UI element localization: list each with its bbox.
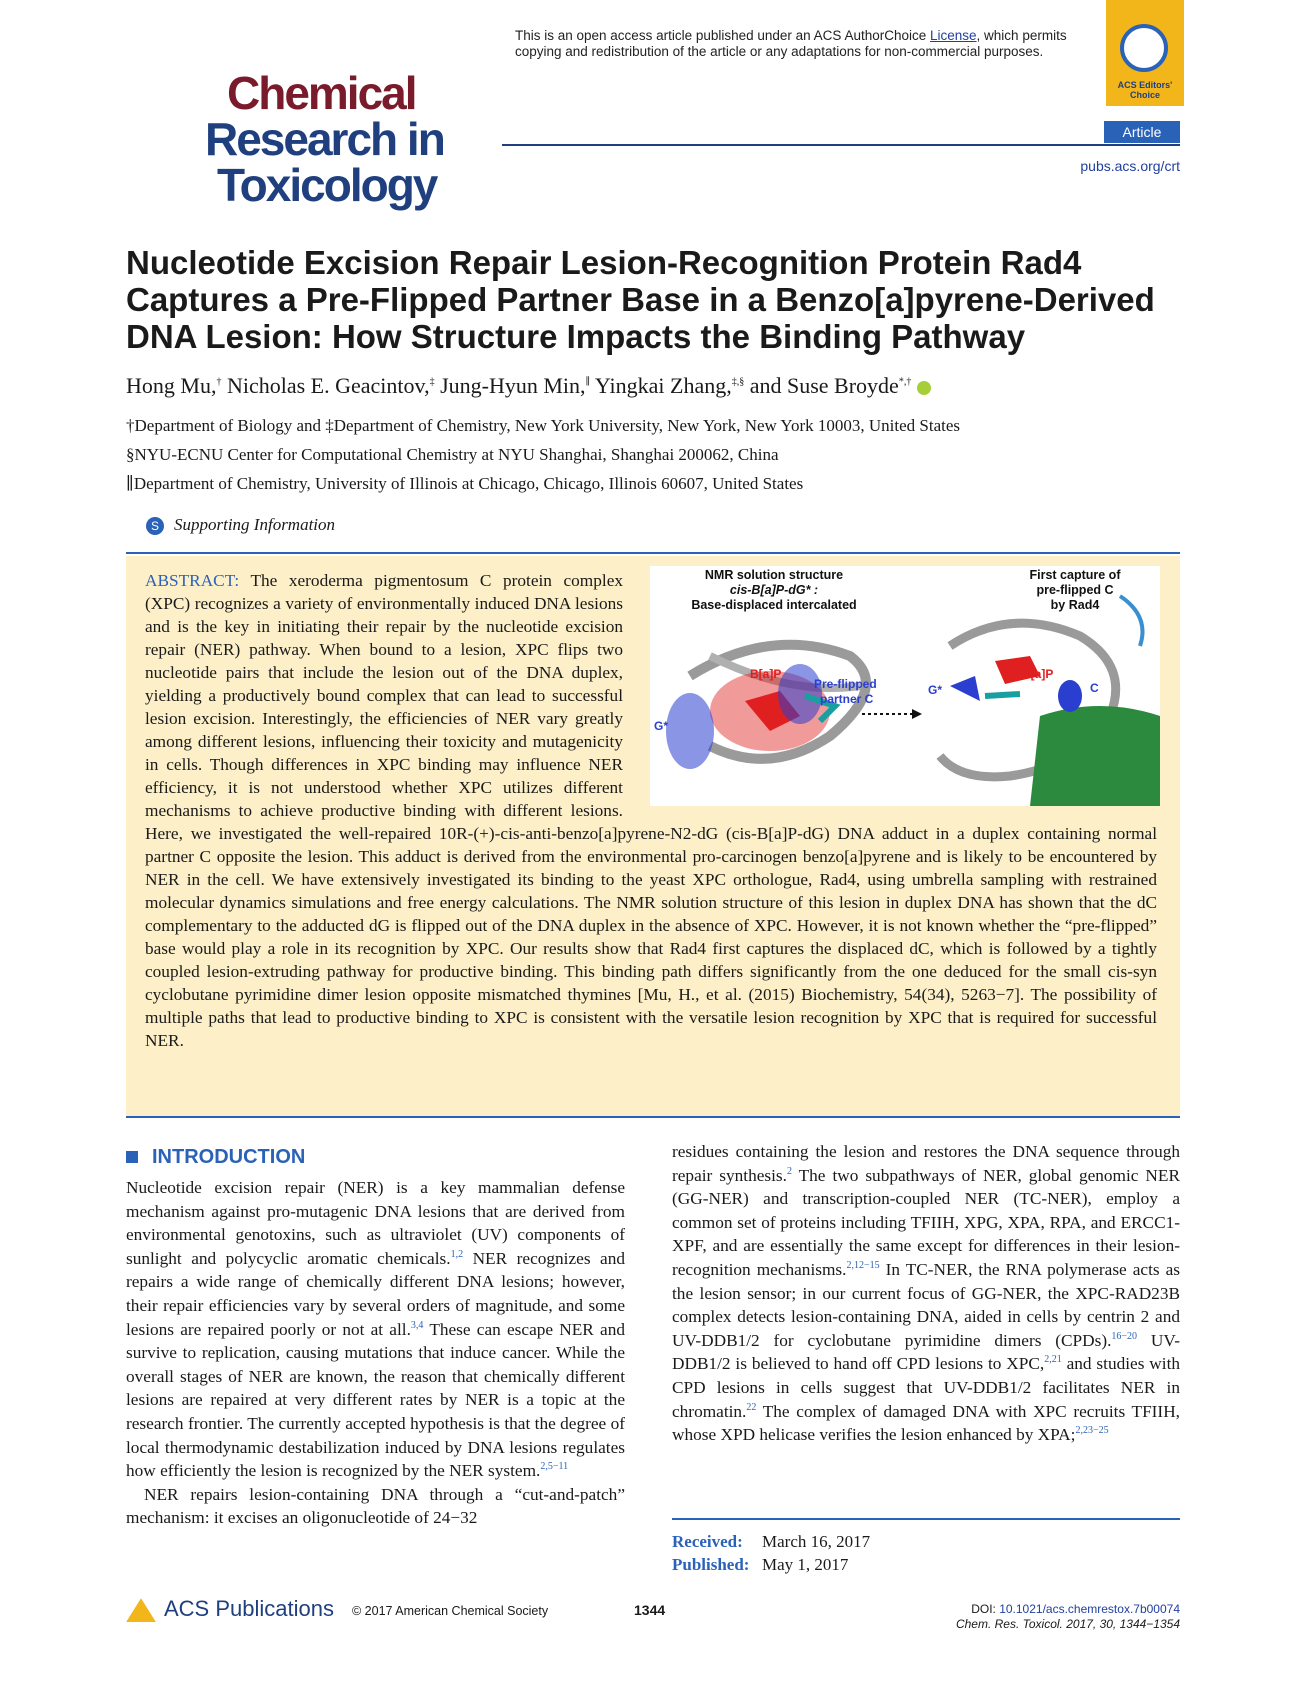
citation: Chem. Res. Toxicol. 2017, 30, 1344−1354 (955, 1617, 1180, 1631)
reference-link[interactable]: 3,4 (410, 1319, 424, 1331)
author[interactable]: Hong Mu,† (126, 373, 222, 398)
intro-column-left (126, 1176, 625, 1530)
toc-left-heading: NMR solution structure cis-B[a]P-dG* : Base-displaced intercalated (691, 568, 857, 612)
editors-choice-badge[interactable] (1106, 0, 1184, 106)
protein-helix-ribbon (1120, 596, 1143, 646)
label-g-left: G* (654, 719, 669, 733)
orcid-icon[interactable] (917, 381, 931, 395)
author[interactable]: Jung-Hyun Min,∥ (440, 373, 591, 398)
abstract-top-rule (126, 552, 1180, 554)
toc-graphic (650, 566, 1160, 806)
dates-rule (672, 1518, 1180, 1520)
reference-link[interactable]: 22 (746, 1401, 757, 1413)
doi-citation: DOI: 10.1021/acs.chemrestox.7b00074 Chem. Res. Toxicol. 2017, 30, 1344−1354 (880, 1602, 1180, 1632)
reference-link[interactable]: 2 (786, 1165, 792, 1177)
label-c-right: C (1090, 681, 1099, 695)
published-date: May 1, 2017 (762, 1555, 849, 1574)
journal-logo-line1: Chemical (227, 67, 416, 119)
acs-publications-logo[interactable]: ACS Publications (126, 1596, 334, 1622)
author[interactable]: Nicholas E. Geacintov,‡ (226, 373, 435, 398)
supporting-information-link[interactable]: S Supporting Information (146, 515, 335, 535)
label-g-right: G* (928, 683, 943, 697)
article-type-tag: Article (1104, 121, 1180, 143)
author-list (126, 372, 1226, 400)
partner-c-surface-left (778, 664, 822, 724)
supporting-info-icon: S (146, 517, 164, 535)
received-label: Received: (672, 1532, 743, 1551)
acs-logo-icon (126, 1598, 156, 1622)
page-number: 1344 (634, 1602, 666, 1618)
license-link[interactable]: License (930, 28, 977, 43)
author[interactable]: Yingkai Zhang,‡,§ (594, 373, 745, 398)
reference-link[interactable]: 16−20 (1111, 1330, 1138, 1342)
intro-column-right (672, 1140, 1180, 1447)
rad4-protein-surface (1030, 706, 1160, 806)
article-dates (672, 1530, 870, 1576)
badge-label: ACS Editors' Choice (1117, 80, 1173, 100)
captured-c-right (1058, 680, 1082, 712)
abstract-body: The xeroderma pigmentosum C protein complex (XPC) recognizes a variety of environmentally induced DNA lesions and is the key in initiating their repair by the nucleotide excision repair (NER) pathway. When bound to a lesion, XPC flips two nucleotide pairs that include the lesion out of the DNA duplex, yielding a productively bound complex that can lead to successful lesion excision. Interestingly, the efficiencies of NER vary greatly among different lesions, influencing their toxicity and mutagenicity in cells. Though differences in XPC binding may influence NER efficiency, it is not understood whether XPC utilizes different mechanisms to achieve productive binding with different lesions. Here, we investigated the well-repaired 10R-(+)-cis-anti-benzo[a]pyrene-N2-dG (cis-B[a]P-dG) DNA adduct in a duplex containing normal partner C opposite the lesion. This adduct is derived from the environmental pro-carcinogen benzo[a]pyrene and is likely to be encountered by NER in the cell. We have extensively investigated its binding to the yeast XPC orthologue, Rad4, using umbrella sampling with restrained molecular dynamics simulations and free energy calculations. The NMR solution structure of this lesion in duplex DNA has shown that the dC complementary to the adducted dG is flipped out of the DNA duplex in the absence of XPC. However, it is not known whether the “pre-flipped” base would play a role in its recognition by XPC. Our results show that Rad4 first captures the displaced dC, which is followed by a tightly coupled lesion-extruding pathway for productive binding. This binding path differs significantly from the one deduced for the small cis-syn cyclobutane pyrimidine dimer lesion opposite mismatched thymines [Mu, H., et al. (2015) Biochemistry, 54(34), 5263−7]. The possibility of multiple paths that lead to productive binding to XPC is consistent with the versatile lesion recognition by XPC that is required for successful NER. (145, 571, 1157, 1050)
abstract-bottom-rule (126, 1116, 1180, 1118)
received-date: March 16, 2017 (762, 1532, 871, 1551)
journal-logo-line3: Toxicology (217, 159, 437, 211)
open-access-note: This is an open access article published under an ACS AuthorChoice License, which permits copying and redistribution of the article or any adaptations for non-commercial purposes. (515, 28, 1067, 59)
journal-url[interactable]: pubs.acs.org/crt (1080, 158, 1180, 174)
intro-paragraph-1: Nucleotide excision repair (NER) is a key mammalian defense mechanism against pro-mutagenic DNA lesions that are derived from environmental genotoxins, such as ultraviolet (UV) components of sunlight and polycyclic aromatic chemicals.$^{1,2}$ NER recognizes and repairs a wide range of chemically different DNA lesions; however, their repair efficiencies vary by several orders of magnitude, and some lesions are repaired poorly or not at all.$^{3,4}$ These can escape NER and survive to replication, causing mutations that induce cancer. While the overall stages of NER are known, the reason that chemically different lesions are repaired at very different rates by NER is a topic at the research frontier. The currently accepted hypothesis is that the degree of local thermodynamic destabilization induced by DNA lesions regulates how efficiently the lesion is recognized by the NER system.$^{2,5-11}$ (126, 1178, 626, 1481)
guanine-right (950, 676, 980, 701)
label-preflipped: Pre-flipped (814, 677, 877, 691)
doi-link[interactable]: 10.1021/acs.chemrestox.7b00074 (999, 1602, 1180, 1616)
copyright-notice: © 2017 American Chemical Society (352, 1604, 549, 1618)
label-bap-right: B[a]P (1022, 667, 1054, 681)
affiliation: §NYU-ECNU Center for Computational Chemistry at NYU Shanghai, Shanghai 200062, China (126, 445, 779, 464)
editors-choice-icon (1120, 24, 1168, 72)
reference-link[interactable]: 2,12−15 (846, 1260, 880, 1272)
reference-link[interactable]: 2,5−11 (540, 1461, 569, 1473)
journal-logo-line2: Research in (205, 113, 444, 165)
author[interactable]: and Suse Broyde*,† (749, 373, 912, 398)
toc-molecular-figure (650, 566, 1160, 806)
reference-link[interactable]: 2,23−25 (1075, 1425, 1109, 1437)
reference-link[interactable]: 2,21 (1044, 1354, 1062, 1366)
affiliation: ∥Department of Chemistry, University of Illinois at Chicago, Chicago, Illinois 60607, United States (126, 474, 804, 493)
transition-arrow-head (912, 709, 922, 719)
reference-link[interactable]: 1,2 (450, 1249, 464, 1261)
affiliation: †Department of Biology and ‡Department of Chemistry, New York University, New York, New York 10003, United States (126, 416, 961, 435)
journal-logo (205, 67, 445, 211)
partner-base-right (985, 694, 1020, 696)
section-bullet-icon (126, 1151, 138, 1163)
abstract-label: ABSTRACT: (145, 571, 240, 590)
label-partner-c: partner C (820, 692, 874, 706)
intro-paragraph-2: NER repairs lesion-containing DNA through a “cut-and-patch” mechanism: it excises an oligonucleotide of 24−32 (126, 1484, 625, 1528)
article-title: Nucleotide Excision Repair Lesion-Recognition Protein Rad4 Captures a Pre-Flipped Partner Base in a Benzo[a]pyrene-Derived DNA Lesion: How Structure Impacts the Binding Pathway (126, 244, 1155, 355)
intro-paragraph-2-continued: residues containing the lesion and restores the DNA sequence through repair synthesis.$^2$ The two subpathways of NER, global genomic NER (GG-NER) and transcription-coupled NER (TC-NER), employ a common set of proteins including TFIIH, XPG, XPA, RPA, and ERCC1-XPF, and are essentially the same except for differences in their lesion-recognition mechanisms.$^{2,12-15}$ In TC-NER, the RNA polymerase acts as the lesion sensor; in our current focus of GG-NER, the XPC-RAD23B complex detects lesion-containing DNA, aided in cells by centrin 2 and UV-DDB1/2 for cyclobutane pyrimidine dimers (CPDs).$^{16-20}$ UV-DDB1/2 is believed to hand off CPD lesions to XPC,$^{2,21}$ and studies with CPD lesions in cells suggest that UV-DDB1/2 facilitates NER in chromatin.$^{22}$ The complex of damaged DNA with XPC recruits TFIIH, whose XPD helicase verifies the lesion enhanced by XPA;$^{2,23-25}$ (672, 1142, 1181, 1445)
toc-right-heading: First capture of pre-flipped C by Rad4 (1029, 568, 1121, 612)
label-bap-left: B[a]P (750, 667, 782, 681)
header-rule (502, 144, 1180, 146)
section-heading: INTRODUCTION (126, 1146, 305, 1169)
guanine-surface-left (666, 693, 714, 769)
published-label: Published: (672, 1555, 750, 1574)
